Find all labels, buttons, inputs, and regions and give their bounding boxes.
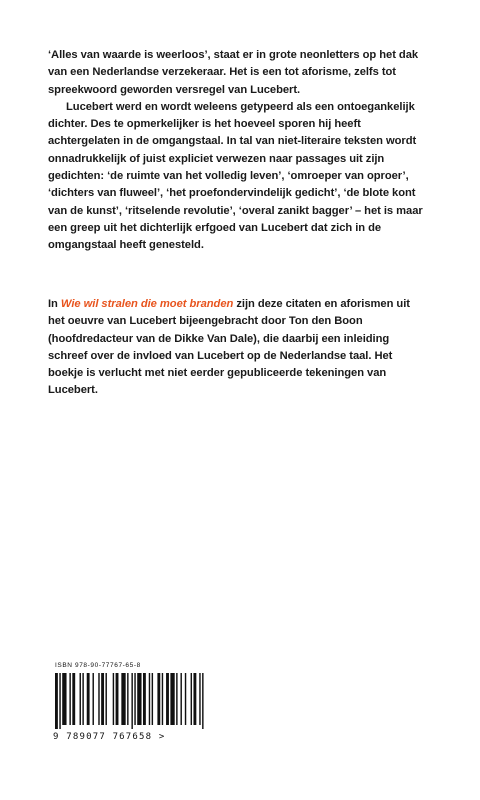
barcode-bar bbox=[127, 673, 128, 725]
barcode-bar bbox=[131, 673, 132, 729]
summary-paragraph bbox=[48, 296, 426, 400]
barcode-bar bbox=[134, 673, 135, 725]
barcode-graphic bbox=[55, 673, 205, 729]
barcode-bar bbox=[69, 673, 70, 725]
book-title: Wie wil stralen die moet branden bbox=[60, 298, 234, 310]
barcode-bar bbox=[152, 673, 153, 725]
barcode-bar bbox=[72, 673, 75, 725]
barcode-bar bbox=[55, 673, 58, 729]
barcode-bar bbox=[180, 673, 181, 725]
description-block bbox=[48, 47, 426, 255]
barcode-bar bbox=[199, 673, 200, 725]
barcode-bar bbox=[143, 673, 146, 725]
barcode-bar bbox=[80, 673, 81, 725]
barcode-bar bbox=[202, 673, 203, 729]
barcode-bar bbox=[93, 673, 94, 725]
barcode-bar bbox=[87, 673, 90, 725]
barcode-bar bbox=[116, 673, 119, 725]
barcode-bar bbox=[191, 673, 192, 725]
barcode-bar bbox=[176, 673, 177, 725]
barcode-bar bbox=[98, 673, 99, 725]
barcode-bar bbox=[113, 673, 114, 725]
barcode-bar bbox=[185, 673, 186, 725]
intro-paragraph: ‘Alles van waarde is weerloos’, staat er in grote neonletters op het dak van een Nederlandse verzekeraar. Het is een tot aforisme, zelfs tot spreekwoord geworden versregel van Lucebert. bbox=[48, 49, 419, 96]
barcode-bar bbox=[62, 673, 66, 725]
barcode-bar bbox=[170, 673, 174, 725]
barcode-bar bbox=[105, 673, 106, 725]
barcode-bar bbox=[162, 673, 163, 725]
barcode-bar bbox=[59, 673, 60, 729]
barcode-bar bbox=[193, 673, 196, 725]
summary-lead: In bbox=[48, 298, 61, 310]
isbn-label: ISBN 978-90-77767-65-8 bbox=[55, 662, 141, 669]
summary-rest: zijn deze citaten en aforismen uit het oeuvre van Lucebert bijeengebracht door Ton den Boon (hoofdredacteur van de Dikke Van Dale), die daarbij een inleiding schreef over de invloed van Lucebert op de Nederlandse taal. Het boekje is verlucht met niet eerder gepubliceerde tekeningen van Lucebert. bbox=[48, 298, 410, 397]
barcode-bar bbox=[149, 673, 150, 725]
barcode-bar bbox=[101, 673, 104, 725]
body-paragraph: Lucebert werd en wordt weleens getypeerd als een ontoegankelijk dichter. Des te opmerkelijker is het hoeveel sporen hij heeft achtergelaten in de omgangstaal. In tal van niet-literaire teksten wordt onnadrukkelijk of juist expliciet verwezen naar passages uit zijn gedichten: ‘de ruimte van het volledig leven’, ‘omroeper van oproer’, ‘dichters van fluweel’, ‘het proefondervindelijk gedicht’, ‘de blote kont van de kunst’, ‘ritselende revolutie’, ‘overal zanikt bagger’ – het is maar een greep uit het dichterlijk erfgoed van Lucebert dat zich in de omgangstaal heeft genesteld. bbox=[48, 100, 423, 252]
book-summary-block bbox=[48, 296, 426, 400]
barcode-bar bbox=[82, 673, 83, 725]
barcode-bar bbox=[137, 673, 141, 725]
barcode-bar bbox=[166, 673, 169, 725]
barcode-bar bbox=[121, 673, 125, 725]
barcode-digits: 9 789077 767658 > bbox=[53, 732, 166, 742]
barcode-bar bbox=[157, 673, 160, 725]
